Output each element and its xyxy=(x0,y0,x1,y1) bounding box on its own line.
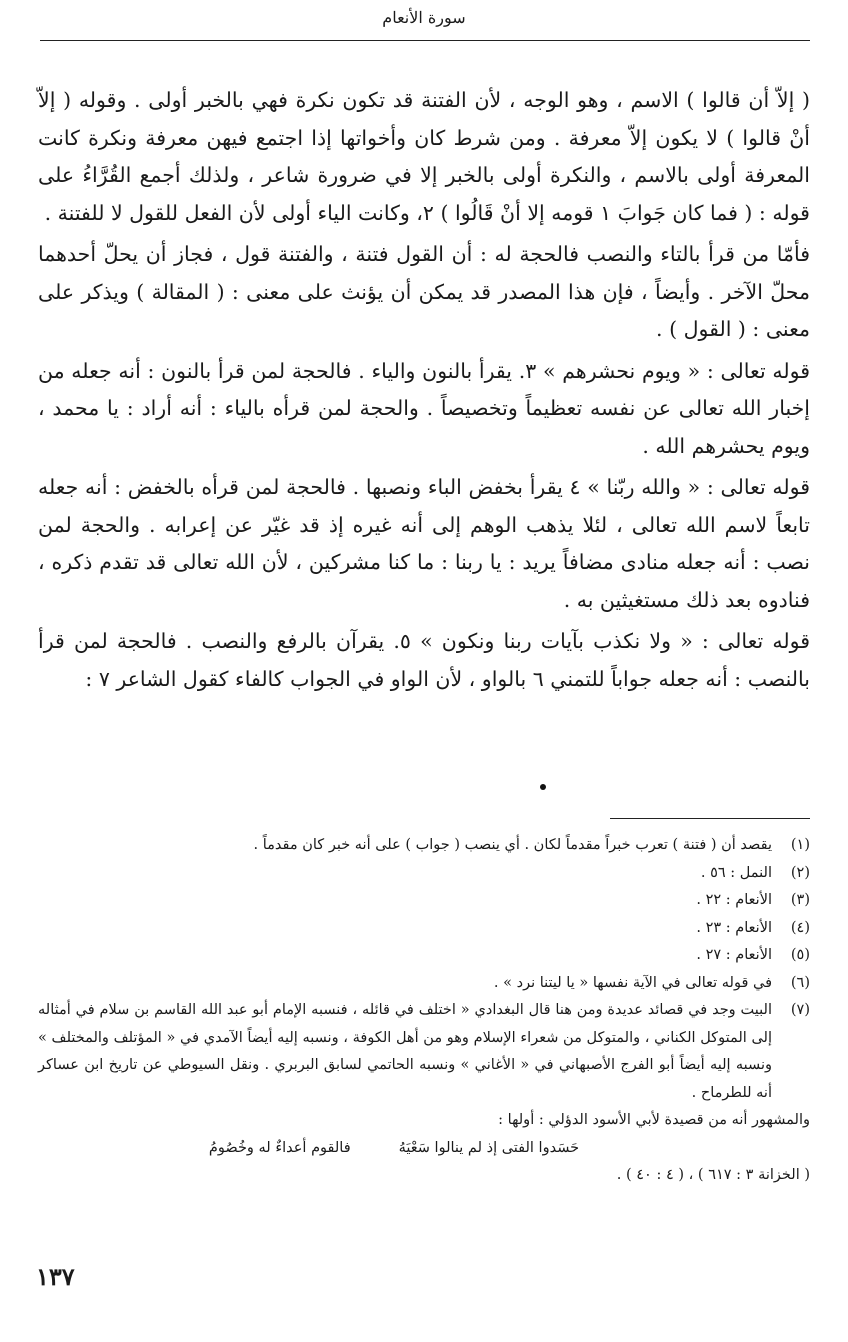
paragraph-3: قوله تعالى : « ويوم نحشرهم » ٣. يقرأ بالنون والياء . فالحجة لمن قرأ بالنون : أنه جعله من إخبار الله تعالى عن نفسه تعظيماً وتخصيصاً . والحجة لمن قرأه بالياء : أنه أراد : يا محمد ، ويوم يحشرهم الله . xyxy=(38,358,810,458)
footnote-4 xyxy=(38,915,810,943)
main-text xyxy=(38,82,810,698)
header-rule xyxy=(40,40,810,41)
footnote-number: (٧) xyxy=(790,1002,810,1018)
footnote-text: يقصد أن ( فتنة ) تعرب خبراً مقدماً لكان . أي ينصب ( جواب ) على أنه خبر كان مقدماً . xyxy=(253,837,772,853)
footnote-number: (٢) xyxy=(790,864,810,881)
footnote-rule xyxy=(610,818,810,819)
footnote-text: البيت وجد في قصائد عديدة ومن هنا قال البغدادي « اختلف في قائله ، فنسبه الإمام أبو عبد الله القاسم بن سلام في أمثاله إلى المتوكل الكناني ، والمتوكل من شعراء الإسلام وهو من أهل الكوفة ، ونسبه إليه أيضاً الآمدي في « المؤتلف والمختلف » ونسبه إليه أيضاً أبو الفرج الأصبهاني في « الأغاني » ونسبه الحاتمي لسابق البربري . ونقل السيوطي عن تاريخ ابن عساكر أنه للطرماح . xyxy=(38,1002,772,1101)
footnote-2 xyxy=(38,860,810,888)
footnote-number: (٣) xyxy=(790,892,810,908)
verse-source: ( الخزانة ٣ : ٦١٧ ) ، ( ٤ : ٤٠ ) . xyxy=(616,1167,810,1183)
footnote-number: (٦) xyxy=(790,974,810,991)
footnote-7-continuation xyxy=(38,1107,810,1190)
footnote-1 xyxy=(38,832,810,860)
paragraph-5: قوله تعالى : « ولا نكذب بآيات ربنا ونكون » ٥. يقرآن بالرفع والنصب . فالحجة لمن قرأ بالنصب : أنه جعله جواباً للتمني ٦ بالواو ، لأن الواو في الجواب كالفاء كقول الشاعر ٧ : xyxy=(38,629,810,691)
footnote-5 xyxy=(38,942,810,970)
footnote-number: (٤) xyxy=(790,919,810,936)
paragraph-1: ( إلاّ أن قالوا ) الاسم ، وهو الوجه ، لأن الفتنة قد تكون نكرة فهي بالخبر أولى . وقوله ( إلاّ أنْ قالوا ) لا يكون إلاّ معرفة . ومن شرط كان وأخواتها إذا اجتمع فيهن معرفة ونكرة كانت المعرفة أولى بالاسم ، والنكرة أولى بالخبر إلا في ضرورة شاعر ، ولذلك أجمع القُرَّاءُ على قوله : ( فما كان جَوابَ ١ قومه إلا أنْ قَالُوا ) ٢، وكانت الياء أولى لأن الفعل للقول لا للفتنة . xyxy=(38,88,810,225)
footnotes xyxy=(38,832,810,1190)
footnote-text: الأنعام : ٢٧ . xyxy=(696,947,772,963)
verse-first-hemistich: حَسَدوا الفتى إذ لم ينالوا سَعْيَهُ xyxy=(398,1139,580,1156)
verse xyxy=(38,1135,750,1163)
paragraph-4: قوله تعالى : « والله ربّنا » ٤ يقرأ بخفض الباء ونصبها . فالحجة لمن قرأه بالخفض : أنه جعله تابعاً لاسم الله تعالى ، لئلا يذهب الوهم إلى أنه غيره إذ قد غيّر عن إعرابه . والحجة لمن نصب : أنه جعله منادى مضافاً يريد : يا ربنا : ما كنا مشركين ، لأن الله تعالى قد تقدم ذكره ، فنادوه بعد ذلك مستغيثين به . xyxy=(38,475,811,612)
footnote-number: (٥) xyxy=(790,947,810,963)
footnote-6 xyxy=(38,970,810,998)
footnote-text: في قوله تعالى في الآية نفسها « يا ليتنا نرد » . xyxy=(493,974,772,991)
paragraph-2: فأمّا من قرأ بالتاء والنصب فالحجة له : أن القول فتنة ، والفتنة قول ، فجاز أن يحلّ أحدهما محلّ الآخر . وأيضاً ، فإن هذا المصدر قد يمكن أن يؤنث على معنى : ( المقالة ) ويذكر على معنى : ( القول ) . xyxy=(38,242,810,341)
footnote-7 xyxy=(38,997,810,1107)
footnote-3 xyxy=(38,887,810,915)
footnote-text: الأنعام : ٢٢ . xyxy=(696,892,772,908)
footnote-extra-line: والمشهور أنه من قصيدة لأبي الأسود الدؤلي : أولها : xyxy=(498,1112,810,1128)
page-number: ١٣٧ xyxy=(36,1262,75,1291)
footnote-text: الأنعام : ٢٣ . xyxy=(696,919,772,936)
running-header: سورة الأنعام xyxy=(382,8,466,27)
section-dot xyxy=(540,784,546,790)
footnote-number: (١) xyxy=(790,837,810,853)
footnote-text: النمل : ٥٦ . xyxy=(700,864,772,881)
verse-second-hemistich: فالقوم أعداءٌ له وخُصُومُ xyxy=(208,1139,351,1156)
